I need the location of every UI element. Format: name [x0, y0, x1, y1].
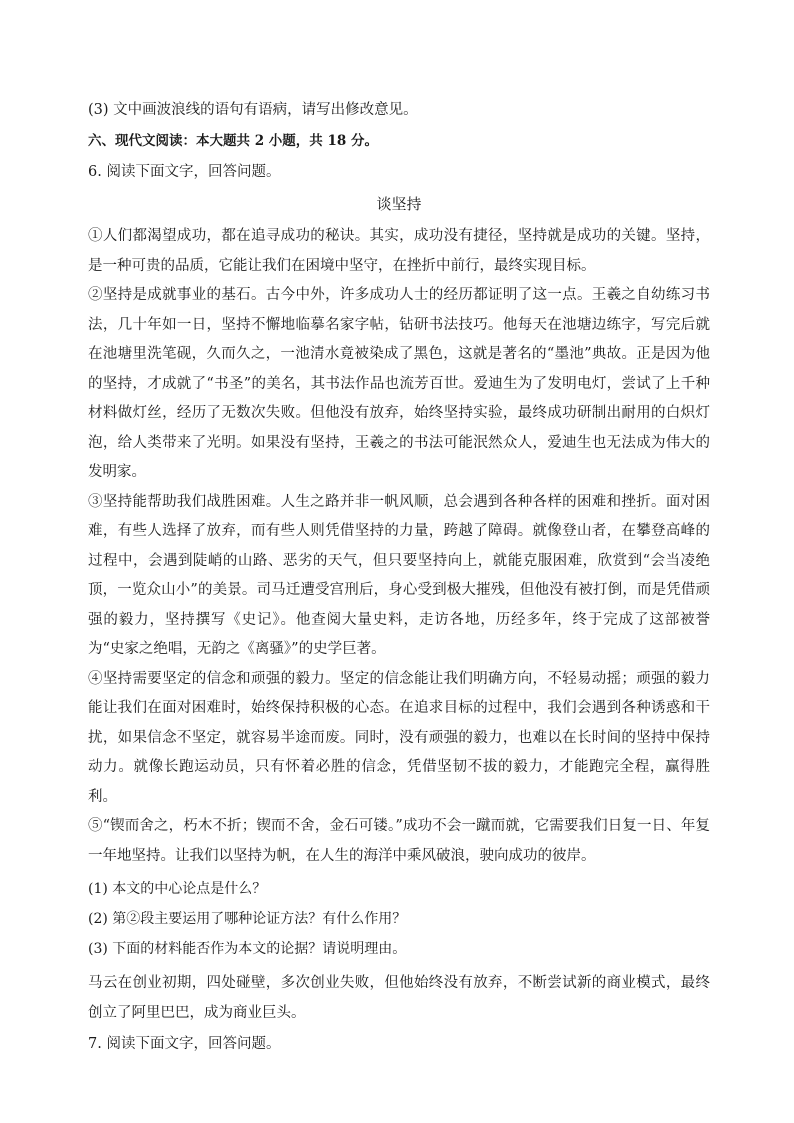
article-paragraph-4: ④坚持需要坚定的信念和顽强的毅力。坚定的信念能让我们明确方向，不轻易动摇；顽强的毅力能让我们在面对困难时，始终保持积极的心态。在追求目标的过程中，我们会遇到各种诱惑和干扰，如果信念不坚定，就容易半途而废。同时，没有顽强的毅力，也难以在长时间的坚持中保持动力。就像长跑运动员，只有怀着必胜的信念，凭借坚韧不拔的毅力，才能跑完全程，赢得胜利。 — [88, 670, 710, 805]
article-paragraph-5: ⑤“锲而舍之，朽木不折；锲而不舍，金石可镂。”成功不会一蹴而就，它需要我们日复一日、年复一年地坚持。让我们以坚持为帆，在人生的海洋中乘风破浪，驶向成功的彼岸。 — [88, 818, 710, 864]
section-6-heading: 六、现代文阅读：本大题共 2 小题，共 18 分。 — [88, 133, 378, 149]
sub-question-2: (2) 第②段主要运用了哪种论证方法？有什么作用？ — [88, 911, 407, 927]
article-paragraph-1: ①人们都渴望成功，都在追寻成功的秘诀。其实，成功没有捷径，坚持就是成功的关键。坚持，是一种可贵的品质，它能让我们在困境中坚守，在挫折中前行，最终实现目标。 — [88, 228, 710, 274]
question-6-intro: 6. 阅读下面文字，回答问题。 — [88, 164, 281, 180]
article-paragraph-2: ②坚持是成就事业的基石。古今中外，许多成功人士的经历都证明了这一点。王羲之自幼练习书法，几十年如一日，坚持不懈地临摹名家字帖，钻研书法技巧。他每天在池塘边练字，写完后就在池塘里洗笔砚，久而久之，一池清水竟被染成了黑色，这就是著名的“墨池”典故。正是因为他的坚持，才成就了“书圣”的美名，其书法作品也流芳百世。爱迪生为了发明电灯，尝试了上千种材料做灯丝，经历了无数次失败。但他没有放弃，始终坚持实验，最终成功研制出耐用的白炽灯泡，给人类带来了光明。如果没有坚持，王羲之的书法可能泯然众人，爱迪生也无法成为伟大的发明家。 — [88, 287, 710, 480]
sub-question-3: (3) 下面的材料能否作为本文的论据？请说明理由。 — [88, 941, 407, 957]
document-page — [88, 100, 710, 1065]
material-paragraph: 马云在创业初期，四处碰壁，多次创业失败，但他始终没有放弃，不断尝试新的商业模式，最终创立了阿里巴巴，成为商业巨头。 — [88, 975, 710, 1021]
article-paragraph-3: ③坚持能帮助我们战胜困难。人生之路并非一帆风顺，总会遇到各种各样的困难和挫折。面对困难，有些人选择了放弃，而有些人则凭借坚持的力量，跨越了障碍。就像登山者，在攀登高峰的过程中，会遇到陡峭的山路、恶劣的天气，但只要坚持向上，就能克服困难，欣赏到“会当凌绝顶，一览众山小”的美景。司马迁遭受宫刑后，身心受到极大摧残，但他没有被打倒，而是凭借顽强的毅力，坚持撰写《史记》。他查阅大量史料，走访各地，历经多年，终于完成了这部被誉为“史家之绝唱，无韵之《离骚》”的史学巨著。 — [88, 493, 710, 657]
article-title: 谈坚持 — [376, 195, 422, 213]
question-7-intro: 7. 阅读下面文字，回答问题。 — [88, 1036, 281, 1052]
question-3-prompt: (3) 文中画波浪线的语句有语病，请写出修改意见。 — [88, 102, 418, 118]
sub-question-1: (1) 本文的中心论点是什么？ — [88, 881, 267, 897]
